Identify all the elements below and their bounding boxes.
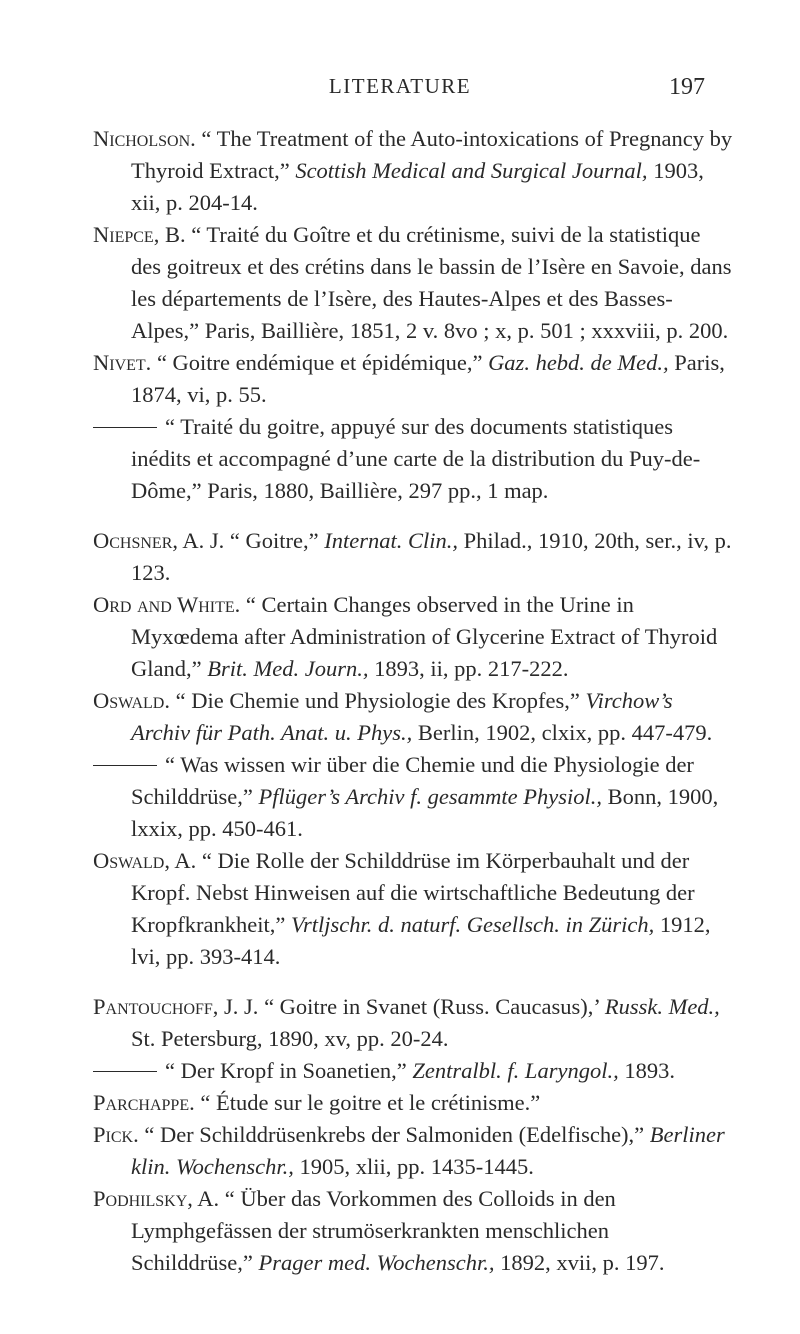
entry-author: Niepce, B. — [93, 222, 186, 247]
entry-text: “ Der Schilddrüsenkrebs der Salmoniden (Edelfische),” — [138, 1122, 650, 1147]
entry-text: Philad., 1910, 20th, ser., iv, p. 123. — [131, 528, 732, 585]
entry-text: 1905, xlii, pp. 1435-1445. — [293, 1154, 534, 1179]
entry-text: “ Certain Changes observed in the Urine in Myxœdema after Administration of Glycerine Extract of Thyroid Gland,” — [131, 592, 718, 681]
entry-journal: Vrtljschr. d. naturf. Gesellsch. in Zürich, — [290, 912, 655, 937]
entry-journal: Russk. Med., — [604, 994, 720, 1019]
entry-text: Berlin, 1902, clxix, pp. 447-479. — [412, 720, 713, 745]
entry-text: Paris, 1874, vi, p. 55. — [131, 350, 725, 407]
ditto-dash — [93, 1071, 157, 1072]
entry-text: 1903, xii, p. 204-14. — [131, 158, 704, 215]
entry-text: “ The Treatment of the Auto-intoxications of Pregnancy by Thyroid Extract,” — [131, 126, 733, 183]
entry-author: Pick. — [93, 1122, 139, 1147]
entry-text: “ Was wissen wir über die Chemie und die Physiologie der Schilddrüse,” — [131, 752, 694, 809]
entry-text: “ Goitre in Svanet (Russ. Caucasus),’ — [258, 994, 605, 1019]
bibliography-entry — [93, 1119, 733, 1183]
entry-text: 1893. — [618, 1058, 675, 1083]
entry-journal: Scottish Medical and Surgical Journal, — [295, 158, 648, 183]
bibliography-entry — [93, 1183, 733, 1279]
entry-author: Ord and White. — [93, 592, 241, 617]
entry-text: “ Der Kropf in Soanetien,” — [165, 1058, 413, 1083]
entry-text: 1892, xvii, p. 197. — [494, 1250, 665, 1275]
entry-text: “ Die Chemie und Physiologie des Kropfes,” — [169, 688, 586, 713]
entry-author: Podhilsky, A. — [93, 1186, 220, 1211]
bibliography-entry — [93, 219, 733, 347]
entry-author: Ochsner, A. J. — [93, 528, 225, 553]
entry-journal: Brit. Med. Journ., — [207, 656, 369, 681]
entry-journal: Berliner klin. Wochenschr., — [131, 1122, 725, 1179]
bibliography-entry — [93, 749, 733, 845]
bibliography-entry — [93, 1087, 733, 1119]
entry-journal: Virchow’s Archiv für Path. Anat. u. Phys., — [131, 688, 673, 745]
entry-text: Bonn, 1900, lxxix, pp. 450-461. — [131, 784, 719, 841]
entry-journal: Zentralbl. f. Laryngol., — [412, 1058, 619, 1083]
bibliography-entry — [93, 1055, 733, 1087]
ditto-dash — [93, 765, 157, 766]
bibliography-entry — [93, 685, 733, 749]
entry-text: “ Goitre endémique et épidémique,” — [151, 350, 489, 375]
page-header — [0, 74, 800, 106]
entry-text: St. Petersburg, 1890, xv, pp. 20-24. — [131, 1026, 449, 1051]
entry-author: Pantouchoff, J. J. — [93, 994, 259, 1019]
entry-text: “ Die Rolle der Schilddrüse im Körperbauhalt und der Kropf. Nebst Hinweisen auf die wirtschaftliche Bedeutung der Kropfkrankheit,” — [131, 848, 695, 937]
bibliography-entry — [93, 123, 733, 219]
entry-author: Oswald, A. — [93, 848, 197, 873]
entry-text: “ Traité du goitre, appuyé sur des documents statistiques inédits et accompagné d’une carte de la distribution du Puy-de-Dôme,” Paris, 1880, Baillière, 297 pp., 1 map. — [131, 414, 701, 503]
entry-text: “ Goitre,” — [224, 528, 325, 553]
page-number: 197 — [669, 74, 705, 100]
entry-author: Nicholson. — [93, 126, 196, 151]
bibliography-list — [93, 123, 733, 1279]
bibliography-entry — [93, 411, 733, 507]
bibliography-entry — [93, 347, 733, 411]
bibliography-entry — [93, 589, 733, 685]
bibliography-entry — [93, 845, 733, 973]
entry-journal: Gaz. hebd. de Med., — [488, 350, 669, 375]
bibliography-entry — [93, 525, 733, 589]
entry-author: Oswald. — [93, 688, 170, 713]
entry-journal: Pflüger’s Archiv f. gesammte Physiol., — [258, 784, 602, 809]
entry-author: Parchappe. — [93, 1090, 195, 1115]
entry-journal: Prager med. Wochenschr., — [258, 1250, 495, 1275]
entry-text: “ Über das Vorkommen des Colloids in den Lymphgefässen der strumöserkrankten menschlichen Schilddrüse,” — [131, 1186, 616, 1275]
entry-text: “ Traité du Goître et du crétinisme, suivi de la statistique des goitreux et des crétins dans le bassin de l’Isère en Savoie, dans les départements de l’Isère, des Hautes-Alpes et des Basses-Alpes,” Paris, Baillière, 1851, 2 v. 8vo ; x, p. 501 ; xxxviii, p. 200. — [131, 222, 732, 343]
entry-text: “ Étude sur le goitre et le crétinisme.” — [194, 1090, 541, 1115]
entry-journal: Internat. Clin., — [324, 528, 458, 553]
entry-text: 1912, lvi, pp. 393-414. — [131, 912, 711, 969]
entry-text: 1893, ii, pp. 217-222. — [368, 656, 569, 681]
entry-author: Nivet. — [93, 350, 152, 375]
bibliography-entry — [93, 991, 733, 1055]
ditto-dash — [93, 427, 157, 428]
running-title: LITERATURE — [328, 74, 472, 98]
